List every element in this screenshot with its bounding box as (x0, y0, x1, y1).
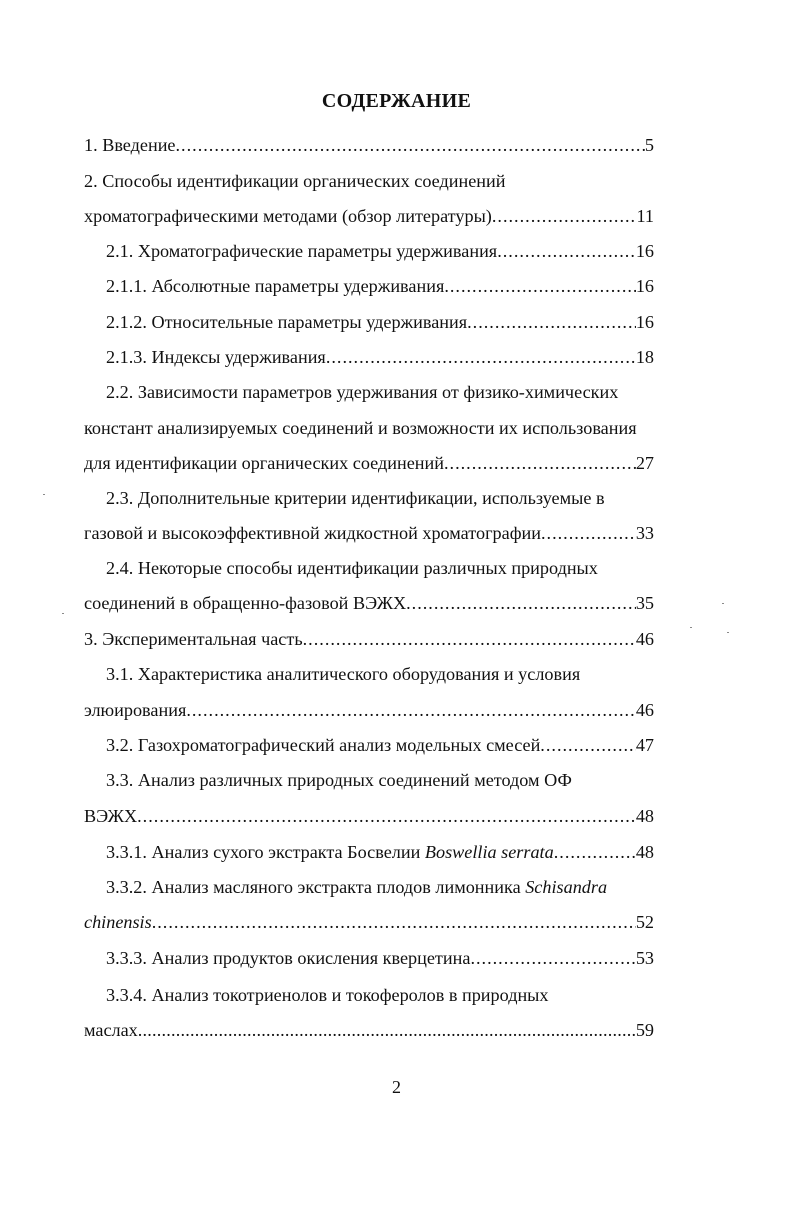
toc-entry-page: 16 (635, 312, 654, 332)
toc-entry-3-3-2-cont[interactable] (84, 909, 654, 935)
toc-entry-text-italic: Schisandra (525, 877, 608, 897)
toc-entry-chapter-2[interactable] (84, 168, 654, 194)
toc-entry-page: 11 (636, 206, 654, 226)
toc-entry-text: 3.3. Анализ различных природных соединений методом ОФ (106, 770, 572, 790)
toc-entry-3-3[interactable] (106, 767, 654, 793)
toc-entry-text: 3. Экспериментальная часть (84, 629, 303, 649)
toc-entry-text: 2.2. Зависимости параметров удерживания от физико-химических (106, 382, 619, 402)
dot-leader (467, 309, 636, 335)
toc-entry-2-2-end[interactable] (84, 450, 654, 476)
toc-entry-text: ВЭЖХ (84, 806, 138, 826)
toc-entry-page: 48 (635, 842, 654, 862)
toc-entry-2-2[interactable] (106, 379, 654, 405)
dot-leader (138, 1017, 636, 1043)
toc-entry-text: 2.1.1. Абсолютные параметры удерживания (106, 276, 445, 296)
toc-entry-text: 2.1.2. Относительные параметры удерживания (106, 312, 468, 332)
page-number: 2 (392, 1077, 401, 1097)
scan-speck (690, 627, 692, 628)
toc-entry-text: 3.3.3. Анализ продуктов окисления кверцетина (106, 948, 471, 968)
toc-entry-3-3-2[interactable] (106, 874, 654, 900)
toc-entry-text: газовой и высокоэффективной жидкостной хроматографии (84, 523, 541, 543)
scan-speck (62, 613, 64, 614)
toc-entry-page: 5 (644, 135, 654, 155)
dot-leader (541, 520, 636, 546)
toc-entry-text (106, 839, 554, 865)
toc-entry-text: маслах (84, 1020, 138, 1040)
toc-entry-2-3[interactable] (106, 485, 654, 511)
toc-entry-2-1-1[interactable] (106, 273, 654, 299)
toc-entry-page: 33 (635, 523, 654, 543)
dot-leader (137, 803, 636, 829)
dot-leader (540, 732, 636, 758)
toc-entry-2-4-cont[interactable] (84, 590, 654, 616)
toc-entry-3-3-1[interactable] (106, 839, 654, 865)
toc-entry-text: 1. Введение (84, 135, 176, 155)
toc-entry-text: 2.1.3. Индексы удерживания (106, 347, 326, 367)
toc-entry-3-1[interactable] (106, 661, 654, 687)
dot-leader (497, 238, 636, 264)
toc-entry-2-1[interactable] (106, 238, 654, 264)
dot-leader (444, 450, 636, 476)
toc-entry-text: констант анализируемых соединений и возможности их использования (84, 418, 637, 438)
toc-entry-text: соединений в обращенно-фазовой ВЭЖХ (84, 593, 407, 613)
toc-entry-page: 46 (635, 629, 654, 649)
toc-entry-2-2-cont[interactable] (84, 415, 680, 441)
toc-entry-text: для идентификации органических соединений (84, 453, 444, 473)
toc-entry-2-1-2[interactable] (106, 309, 654, 335)
dot-leader (186, 697, 635, 723)
dot-leader (176, 132, 645, 158)
scan-speck (722, 603, 724, 604)
toc-entry-text: 2.3. Дополнительные критерии идентификации, используемые в (106, 488, 605, 508)
dot-leader (470, 945, 635, 971)
toc-entry-3-3-4[interactable] (106, 982, 654, 1008)
toc-entry-text-italic: Boswellia serrata (424, 842, 554, 862)
toc-entry-3-3-3[interactable] (106, 945, 654, 971)
toc-entry-page: 18 (635, 347, 654, 367)
toc-entry-2-3-cont[interactable] (84, 520, 654, 546)
toc-entry-text-plain: 3.3.1. Анализ сухого экстракта Босвелии (106, 842, 425, 862)
toc-entry-page: 27 (635, 453, 654, 473)
toc-entry-3-1-cont[interactable] (84, 697, 654, 723)
toc-entry-chapter-3[interactable] (84, 626, 654, 652)
toc-entry-text-italic: chinensis (84, 912, 152, 932)
toc-entry-text: 3.3.4. Анализ токотриенолов и токоферолов в природных (106, 985, 549, 1005)
toc-entry-text-plain: 3.3.2. Анализ масляного экстракта плодов лимонника (106, 877, 526, 897)
toc-entry-3-3-cont[interactable] (84, 803, 654, 829)
toc-entry-page: 16 (635, 241, 654, 261)
toc-entry-text: 3.2. Газохроматографический анализ модельных смесей (106, 735, 541, 755)
toc-entry-2-1-3[interactable] (106, 344, 654, 370)
toc-entry-page: 46 (635, 700, 654, 720)
toc-entry-text: 3.1. Характеристика аналитического оборудования и условия (106, 664, 581, 684)
toc-entry-text: 2. Способы идентификации органических соединений (84, 171, 506, 191)
toc-entry-page: 16 (635, 276, 654, 296)
toc-entry-text: элюирования (84, 700, 187, 720)
dot-leader (554, 839, 636, 865)
toc-entry-page: 47 (635, 735, 654, 755)
toc-entry-text: 2.4. Некоторые способы идентификации различных природных (106, 558, 598, 578)
toc-entry-page: 52 (635, 912, 654, 932)
toc-entry-chapter-2-cont[interactable] (84, 203, 654, 229)
page-title: СОДЕРЖАНИЕ (321, 90, 472, 112)
toc-entry-3-2[interactable] (106, 732, 654, 758)
toc-entry-2-4[interactable] (106, 555, 654, 581)
toc-entry-3-3-4-cont[interactable] (84, 1017, 654, 1043)
dot-leader (303, 626, 636, 652)
dot-leader (492, 203, 637, 229)
toc-entry-page: 48 (635, 806, 654, 826)
dot-leader (326, 344, 636, 370)
toc-entry-page: 35 (635, 593, 654, 613)
toc-entry-page: 53 (635, 948, 654, 968)
dot-leader (444, 273, 636, 299)
scan-speck (43, 494, 45, 495)
toc-entry-text: хроматографическими методами (обзор литературы) (84, 206, 492, 226)
scan-speck (727, 632, 729, 633)
dot-leader (406, 590, 636, 616)
toc-entry-page: 59 (635, 1020, 654, 1040)
toc-entry-introduction[interactable] (84, 132, 654, 158)
toc-entry-text: 2.1. Хроматографические параметры удерживания (106, 241, 498, 261)
dot-leader (152, 909, 636, 935)
